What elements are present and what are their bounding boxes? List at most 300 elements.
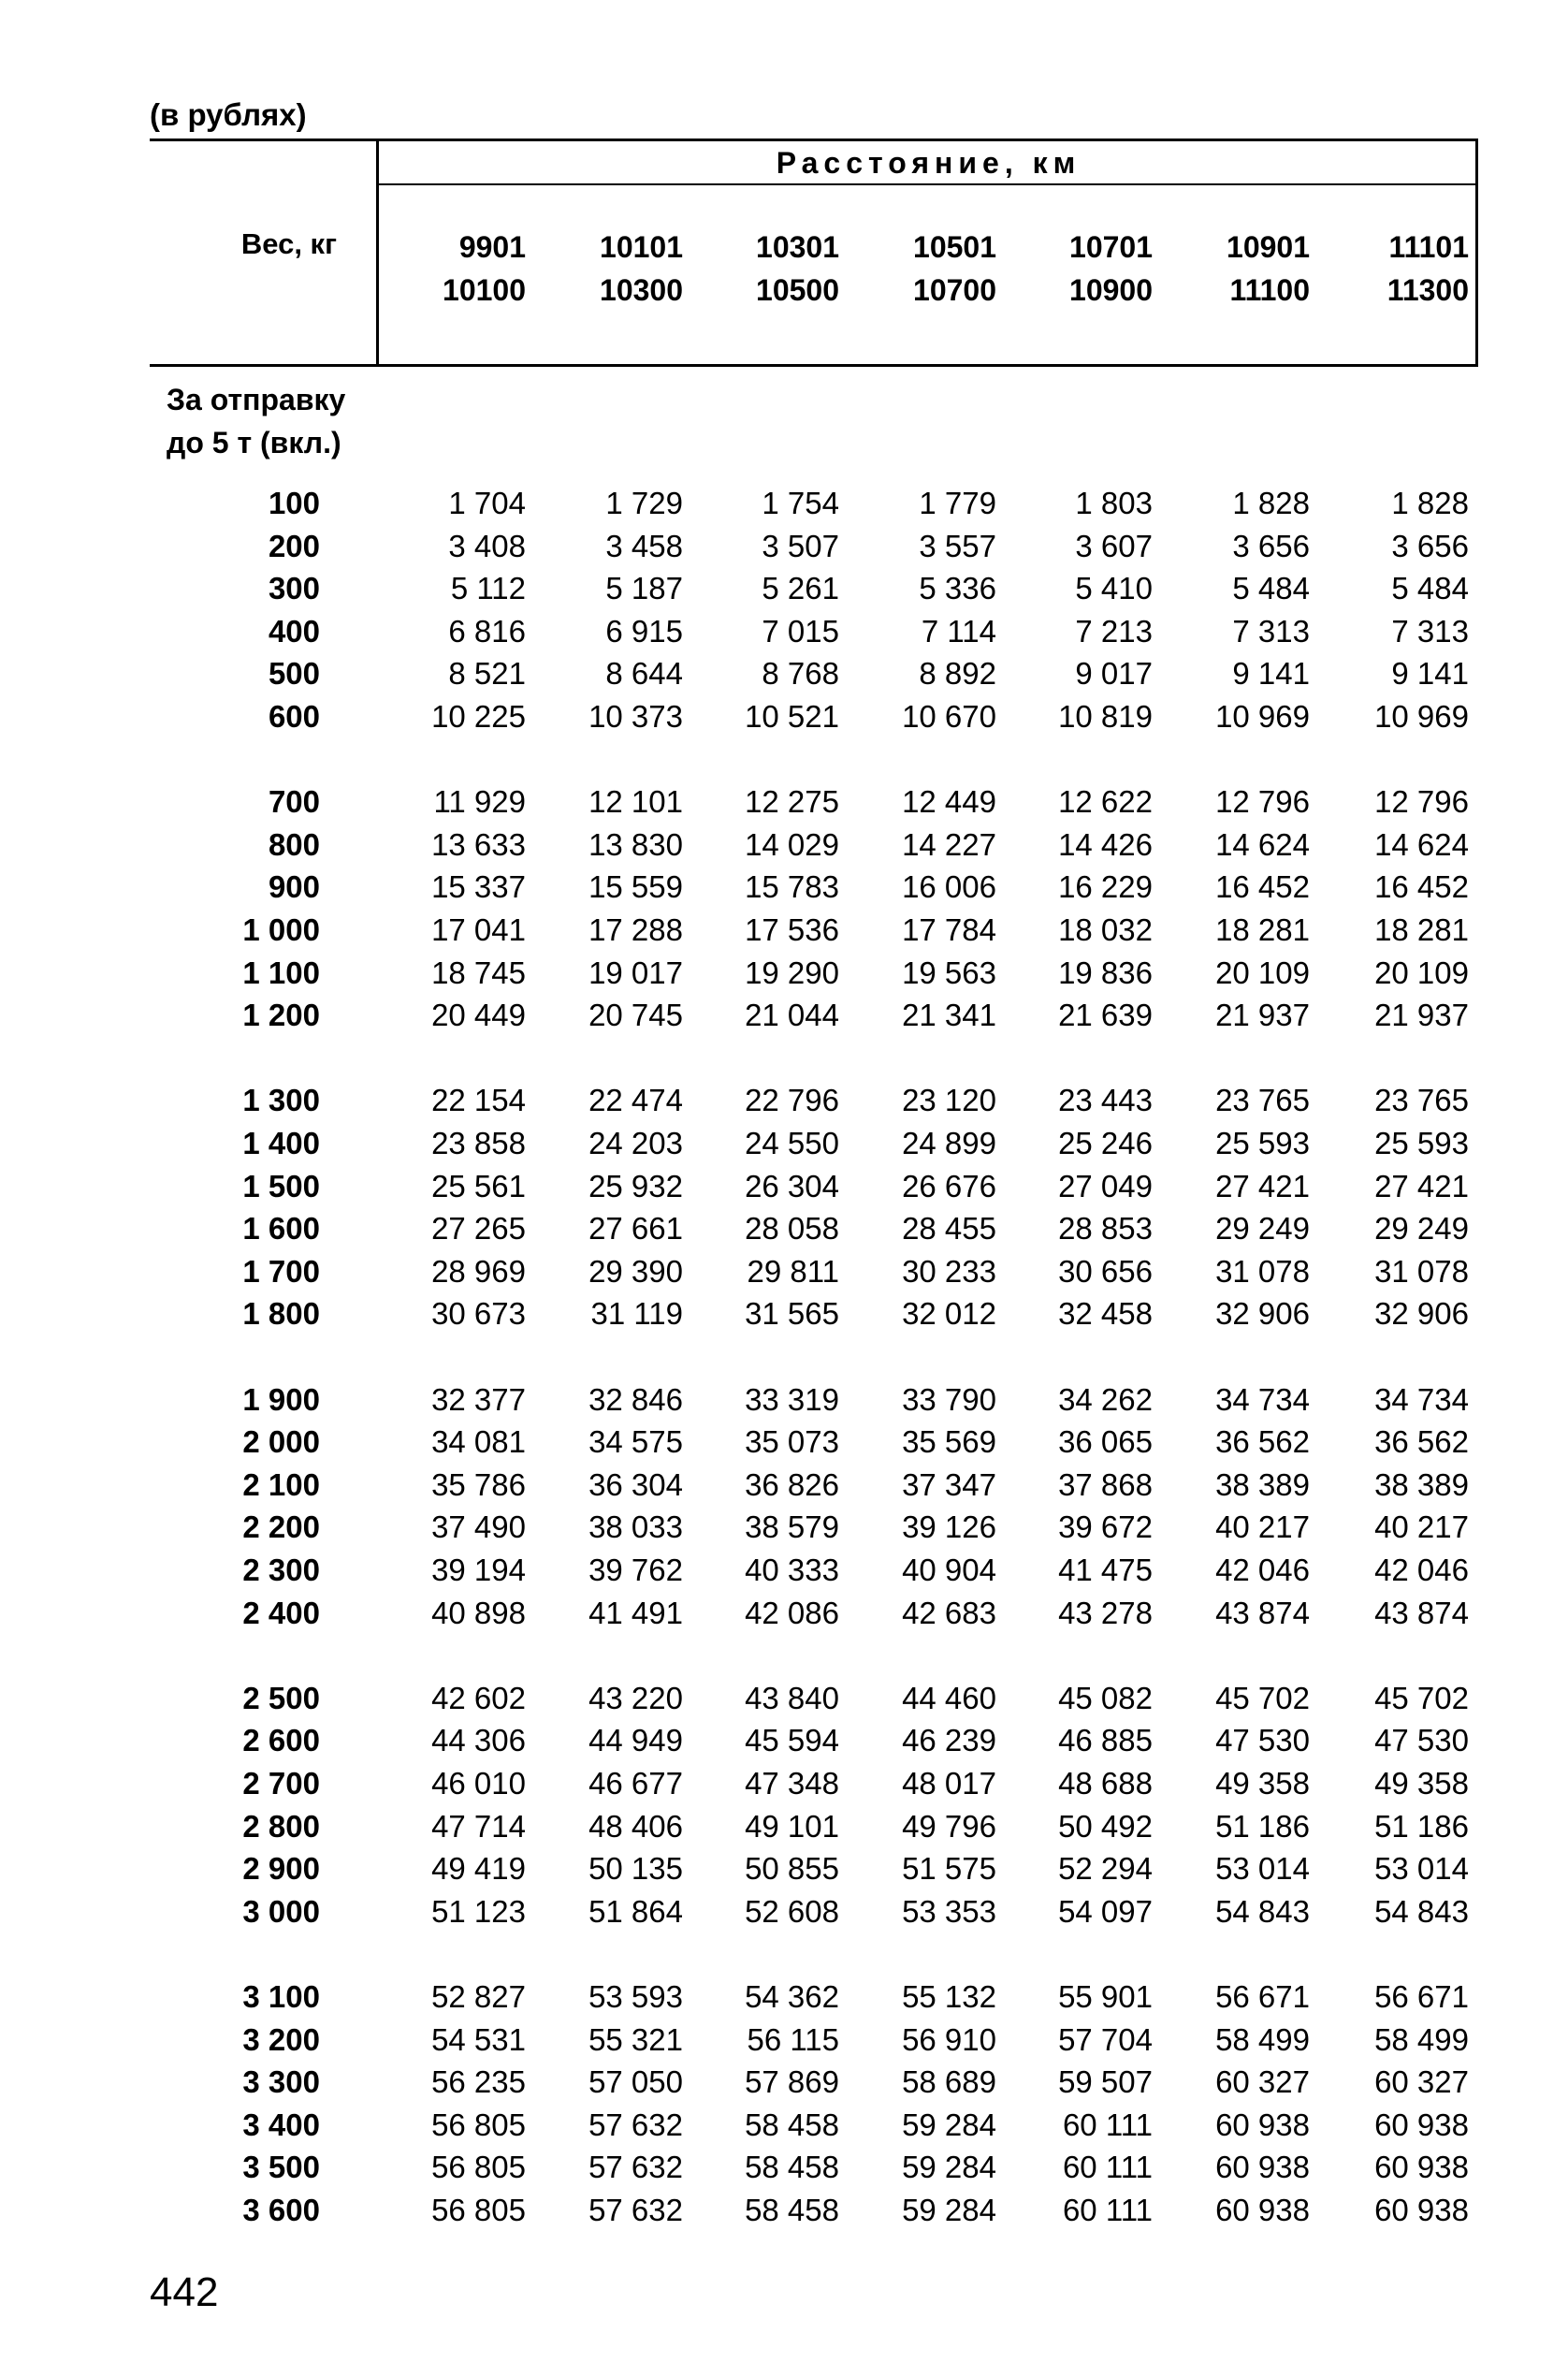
rate-cell: 34 734 xyxy=(1215,1381,1310,1417)
rate-cell: 30 233 xyxy=(902,1253,996,1289)
table-row xyxy=(150,1762,1478,1804)
rate-cell: 25 561 xyxy=(431,1168,526,1203)
distance-to: 10500 xyxy=(756,273,839,307)
rate-cell: 57 704 xyxy=(1058,2021,1153,2057)
weight-cell: 2 800 xyxy=(242,1808,320,1844)
distance-to: 10100 xyxy=(443,273,526,307)
rate-cell: 8 644 xyxy=(605,656,683,692)
rate-cell: 50 855 xyxy=(745,1851,839,1887)
rate-cell: 10 670 xyxy=(902,699,996,734)
rate-cell: 29 249 xyxy=(1374,1211,1469,1247)
rate-cell: 1 754 xyxy=(762,486,839,520)
rate-cell: 36 304 xyxy=(588,1466,683,1502)
rate-cell: 53 014 xyxy=(1215,1851,1310,1887)
distance-to: 11300 xyxy=(1387,273,1469,307)
rate-cell: 32 906 xyxy=(1374,1296,1469,1332)
rate-cell: 47 714 xyxy=(431,1808,526,1844)
rate-cell: 5 410 xyxy=(1075,571,1153,606)
rate-cell: 38 579 xyxy=(745,1509,839,1545)
rate-cell: 47 530 xyxy=(1215,1723,1310,1758)
rate-cell: 49 358 xyxy=(1374,1766,1469,1801)
rate-cell: 51 186 xyxy=(1215,1808,1310,1844)
rate-cell: 54 843 xyxy=(1215,1893,1310,1929)
rate-cell: 46 239 xyxy=(902,1723,996,1758)
rate-cell: 32 012 xyxy=(902,1296,996,1332)
table-header xyxy=(150,139,1478,367)
table-row xyxy=(150,1165,1478,1207)
weight-cell: 2 900 xyxy=(242,1851,320,1887)
rate-cell: 56 910 xyxy=(902,2021,996,2057)
weight-cell: 2 000 xyxy=(242,1424,320,1460)
table-row xyxy=(150,1805,1478,1847)
weight-cell: 1 600 xyxy=(242,1211,320,1247)
section-label-line1: За отправку xyxy=(167,383,346,416)
rate-cell: 58 458 xyxy=(745,2150,839,2185)
rate-cell: 40 217 xyxy=(1215,1509,1310,1545)
rate-cell: 22 474 xyxy=(588,1083,683,1118)
rate-cell: 14 029 xyxy=(745,826,839,862)
rate-cell: 1 828 xyxy=(1391,486,1469,520)
rate-cell: 51 864 xyxy=(588,1893,683,1929)
rate-cell: 56 671 xyxy=(1374,1979,1469,2014)
rate-cell: 18 281 xyxy=(1374,912,1469,947)
weight-cell: 3 200 xyxy=(242,2021,320,2057)
rate-cell: 39 194 xyxy=(431,1553,526,1587)
rate-cell: 30 673 xyxy=(431,1296,526,1332)
table-row xyxy=(150,2146,1478,2188)
distance-from: 10901 xyxy=(1227,230,1310,264)
rate-cell: 29 390 xyxy=(588,1253,683,1289)
rate-cell: 52 294 xyxy=(1058,1851,1153,1887)
weight-cell: 600 xyxy=(268,699,320,734)
weight-cell: 1 300 xyxy=(242,1083,320,1118)
rate-cell: 15 783 xyxy=(745,869,839,905)
rate-cell: 27 265 xyxy=(431,1211,526,1247)
rate-cell: 5 484 xyxy=(1391,571,1469,606)
distance-column-header xyxy=(1312,226,1469,312)
rate-cell: 42 046 xyxy=(1374,1553,1469,1587)
rate-cell: 28 969 xyxy=(431,1253,526,1289)
table-row xyxy=(150,1079,1478,1121)
rate-cell: 35 786 xyxy=(431,1466,526,1502)
rate-cell: 60 327 xyxy=(1374,2064,1469,2100)
rate-cell: 50 492 xyxy=(1058,1808,1153,1844)
rate-cell: 17 536 xyxy=(745,912,839,947)
weight-cell: 2 600 xyxy=(242,1723,320,1758)
rate-cell: 58 458 xyxy=(745,2193,839,2227)
rate-cell: 57 050 xyxy=(588,2064,683,2100)
section-label-line2: до 5 т (вкл.) xyxy=(167,426,341,459)
weight-cell: 2 400 xyxy=(242,1595,320,1630)
distance-column-header xyxy=(526,226,683,312)
rate-cell: 35 569 xyxy=(902,1424,996,1460)
rate-cell: 7 213 xyxy=(1075,613,1153,649)
rate-cell: 19 563 xyxy=(902,955,996,990)
table-row xyxy=(150,824,1478,866)
rate-cell: 34 262 xyxy=(1058,1381,1153,1417)
rate-cell: 14 624 xyxy=(1215,826,1310,862)
distance-column-header xyxy=(995,226,1153,312)
rate-cell: 47 530 xyxy=(1374,1723,1469,1758)
rate-cell: 50 135 xyxy=(588,1851,683,1887)
rate-cell: 10 225 xyxy=(431,699,526,734)
rate-cell: 7 015 xyxy=(762,613,839,649)
rate-cell: 1 828 xyxy=(1232,486,1310,520)
rate-cell: 5 484 xyxy=(1232,571,1310,606)
rate-cell: 37 347 xyxy=(902,1466,996,1502)
rate-cell: 7 313 xyxy=(1232,613,1310,649)
rate-cell: 45 702 xyxy=(1215,1680,1310,1715)
rate-cell: 37 868 xyxy=(1058,1466,1153,1502)
rate-cell: 33 790 xyxy=(902,1381,996,1417)
rate-cell: 40 904 xyxy=(902,1553,996,1587)
rate-cell: 26 676 xyxy=(902,1168,996,1203)
rate-cell: 6 816 xyxy=(448,613,526,649)
weight-cell: 100 xyxy=(268,486,320,520)
rate-cell: 39 672 xyxy=(1058,1509,1153,1545)
table-row xyxy=(150,2189,1478,2231)
table-row xyxy=(150,1847,1478,1889)
rate-cell: 5 187 xyxy=(605,571,683,606)
rate-cell: 56 235 xyxy=(431,2064,526,2100)
distance-from: 10301 xyxy=(756,230,839,264)
table-row xyxy=(150,1378,1478,1421)
rate-cell: 57 632 xyxy=(588,2193,683,2227)
rate-cell: 43 874 xyxy=(1374,1595,1469,1630)
rate-cell: 8 521 xyxy=(448,656,526,692)
rate-cell: 41 475 xyxy=(1058,1553,1153,1587)
rate-cell: 12 275 xyxy=(745,784,839,820)
rate-cell: 25 932 xyxy=(588,1168,683,1203)
rate-cell: 58 458 xyxy=(745,2107,839,2142)
rate-cell: 44 306 xyxy=(431,1723,526,1758)
rate-cell: 49 101 xyxy=(745,1808,839,1844)
table-row xyxy=(150,866,1478,908)
rate-cell: 59 284 xyxy=(902,2107,996,2142)
rate-cell: 17 784 xyxy=(902,912,996,947)
rate-cell: 23 120 xyxy=(902,1083,996,1118)
rate-cell: 60 938 xyxy=(1215,2193,1310,2227)
rate-cell: 45 082 xyxy=(1058,1680,1153,1715)
distance-from: 9901 xyxy=(458,230,526,264)
rate-cell: 19 017 xyxy=(588,955,683,990)
section-label xyxy=(167,378,345,464)
rate-cell: 31 078 xyxy=(1374,1253,1469,1289)
distance-from: 10701 xyxy=(1069,230,1153,264)
rate-cell: 56 115 xyxy=(747,2021,839,2057)
rate-cell: 45 702 xyxy=(1374,1680,1469,1715)
rate-cell: 25 593 xyxy=(1374,1126,1469,1160)
rate-cell: 44 460 xyxy=(902,1680,996,1715)
rate-cell: 29 811 xyxy=(747,1253,839,1289)
table-row xyxy=(150,567,1478,609)
rate-cell: 12 101 xyxy=(588,784,683,820)
rate-cell: 35 073 xyxy=(745,1424,839,1460)
weight-cell: 700 xyxy=(268,784,320,820)
rate-cell: 14 426 xyxy=(1058,826,1153,862)
rate-cell: 18 032 xyxy=(1058,912,1153,947)
weight-cell: 1 000 xyxy=(242,912,320,947)
rate-cell: 1 729 xyxy=(605,486,683,520)
table-row xyxy=(150,952,1478,994)
weight-cell: 2 200 xyxy=(242,1509,320,1545)
weight-cell: 1 500 xyxy=(242,1168,320,1203)
rate-cell: 41 491 xyxy=(588,1595,683,1630)
table-row xyxy=(150,2104,1478,2146)
rate-cell: 46 677 xyxy=(588,1766,683,1801)
rate-cell: 53 014 xyxy=(1374,1851,1469,1887)
rate-cell: 34 081 xyxy=(431,1424,526,1460)
rate-cell: 53 593 xyxy=(588,1979,683,2014)
rate-cell: 16 229 xyxy=(1058,869,1153,905)
table-row xyxy=(150,1464,1478,1506)
rate-cell: 14 227 xyxy=(902,826,996,862)
rate-cell: 43 220 xyxy=(588,1680,683,1715)
rate-cell: 60 111 xyxy=(1062,2107,1153,2142)
rate-cell: 48 688 xyxy=(1058,1766,1153,1801)
rate-cell: 42 086 xyxy=(745,1595,839,1630)
distance-to: 10300 xyxy=(600,273,683,307)
weight-cell: 3 500 xyxy=(242,2150,320,2185)
rate-cell: 8 768 xyxy=(762,656,839,692)
page-number: 442 xyxy=(150,2269,219,2315)
table-row xyxy=(150,1549,1478,1591)
rate-cell: 40 217 xyxy=(1374,1509,1469,1545)
rate-cell: 59 284 xyxy=(902,2193,996,2227)
rate-cell: 28 058 xyxy=(745,1211,839,1247)
rate-cell: 3 408 xyxy=(448,528,526,563)
rate-cell: 45 594 xyxy=(745,1723,839,1758)
units-label: (в рублях) xyxy=(150,97,307,132)
rate-cell: 10 521 xyxy=(745,699,839,734)
rate-cell: 36 562 xyxy=(1374,1424,1469,1460)
table-row xyxy=(150,1592,1478,1634)
rate-cell: 48 406 xyxy=(588,1808,683,1844)
rate-cell: 42 046 xyxy=(1215,1553,1310,1587)
rate-cell: 3 607 xyxy=(1075,528,1153,563)
rate-cell: 6 915 xyxy=(605,613,683,649)
rate-cell: 60 938 xyxy=(1374,2150,1469,2185)
rate-cell: 5 112 xyxy=(450,571,526,606)
rate-cell: 22 154 xyxy=(431,1083,526,1118)
rate-cell: 21 341 xyxy=(902,998,996,1033)
rate-cell: 55 132 xyxy=(902,1979,996,2014)
rate-cell: 9 017 xyxy=(1075,656,1153,692)
rate-cell: 15 559 xyxy=(588,869,683,905)
rate-cell: 8 892 xyxy=(919,656,996,692)
table-row xyxy=(150,1506,1478,1548)
rate-cell: 33 319 xyxy=(745,1381,839,1417)
rate-cell: 36 065 xyxy=(1058,1424,1153,1460)
rate-cell: 31 565 xyxy=(745,1296,839,1332)
rate-cell: 49 358 xyxy=(1215,1766,1310,1801)
rate-cell: 60 938 xyxy=(1215,2150,1310,2185)
rate-cell: 58 499 xyxy=(1374,2021,1469,2057)
weight-cell: 2 500 xyxy=(242,1680,320,1715)
table-row xyxy=(150,652,1478,694)
table-row xyxy=(150,1250,1478,1292)
rate-cell: 54 362 xyxy=(745,1979,839,2014)
rate-cell: 28 455 xyxy=(902,1211,996,1247)
rate-cell: 20 109 xyxy=(1374,955,1469,990)
rate-cell: 32 846 xyxy=(588,1381,683,1417)
rate-cell: 59 284 xyxy=(902,2150,996,2185)
rate-cell: 31 119 xyxy=(590,1296,683,1332)
weight-cell: 200 xyxy=(268,528,320,563)
table-row xyxy=(150,610,1478,652)
rate-cell: 10 819 xyxy=(1058,699,1153,734)
table-row xyxy=(150,1677,1478,1719)
rate-cell: 46 010 xyxy=(431,1766,526,1801)
rate-cell: 40 898 xyxy=(431,1595,526,1630)
rate-cell: 51 575 xyxy=(902,1851,996,1887)
rate-cell: 38 389 xyxy=(1215,1466,1310,1502)
rate-cell: 36 826 xyxy=(745,1466,839,1502)
distance-to: 11100 xyxy=(1229,273,1310,307)
header-subdivider xyxy=(379,183,1478,185)
rate-cell: 20 109 xyxy=(1215,955,1310,990)
rate-cell: 26 304 xyxy=(745,1168,839,1203)
rate-cell: 9 141 xyxy=(1391,656,1469,692)
distance-title: Расстояние, км xyxy=(776,146,1082,180)
rate-cell: 3 656 xyxy=(1391,528,1469,563)
table-row xyxy=(150,695,1478,737)
rate-cell: 39 126 xyxy=(902,1509,996,1545)
rate-cell: 3 507 xyxy=(762,528,839,563)
rate-cell: 10 969 xyxy=(1374,699,1469,734)
rate-cell: 19 836 xyxy=(1058,955,1153,990)
rate-cell: 1 779 xyxy=(919,486,996,520)
table-row xyxy=(150,1421,1478,1463)
rate-cell: 32 458 xyxy=(1058,1296,1153,1332)
rate-cell: 58 689 xyxy=(902,2064,996,2100)
rate-cell: 53 353 xyxy=(902,1893,996,1929)
rate-cell: 52 608 xyxy=(745,1893,839,1929)
weight-cell: 3 100 xyxy=(242,1979,320,2014)
rate-cell: 46 885 xyxy=(1058,1723,1153,1758)
rate-cell: 34 734 xyxy=(1374,1381,1469,1417)
rate-cell: 3 557 xyxy=(919,528,996,563)
distance-from: 11101 xyxy=(1388,230,1469,264)
rate-cell: 19 290 xyxy=(745,955,839,990)
rate-cell: 39 762 xyxy=(588,1553,683,1587)
weight-cell: 400 xyxy=(268,613,320,649)
rate-cell: 51 186 xyxy=(1374,1808,1469,1844)
rate-cell: 59 507 xyxy=(1058,2064,1153,2100)
rate-cell: 58 499 xyxy=(1215,2021,1310,2057)
rate-cell: 16 006 xyxy=(902,869,996,905)
rate-cell: 37 490 xyxy=(431,1509,526,1545)
weight-cell: 1 800 xyxy=(242,1296,320,1332)
rate-cell: 24 203 xyxy=(588,1126,683,1160)
rate-cell: 14 624 xyxy=(1374,826,1469,862)
rate-cell: 23 443 xyxy=(1058,1083,1153,1118)
weight-cell: 2 100 xyxy=(242,1466,320,1502)
rate-cell: 57 632 xyxy=(588,2150,683,2185)
rate-cell: 1 803 xyxy=(1075,486,1153,520)
rate-cell: 16 452 xyxy=(1374,869,1469,905)
rate-cell: 60 938 xyxy=(1374,2193,1469,2227)
distance-from: 10101 xyxy=(600,230,683,264)
table-row xyxy=(150,525,1478,567)
weight-cell: 1 900 xyxy=(242,1381,320,1417)
distance-column-header xyxy=(682,226,839,312)
rate-cell: 42 602 xyxy=(431,1680,526,1715)
weight-cell: 3 400 xyxy=(242,2107,320,2142)
weight-cell: 1 700 xyxy=(242,1253,320,1289)
weight-cell: 500 xyxy=(268,656,320,692)
table-row xyxy=(150,1292,1478,1334)
rate-cell: 13 830 xyxy=(588,826,683,862)
rate-cell: 27 049 xyxy=(1058,1168,1153,1203)
rate-cell: 22 796 xyxy=(745,1083,839,1118)
rate-cell: 43 278 xyxy=(1058,1595,1153,1630)
rate-cell: 56 805 xyxy=(431,2107,526,2142)
rate-cell: 10 969 xyxy=(1215,699,1310,734)
rate-cell: 23 858 xyxy=(431,1126,526,1160)
rate-cell: 52 827 xyxy=(431,1979,526,2014)
table-row xyxy=(150,1207,1478,1249)
distance-to: 10700 xyxy=(913,273,996,307)
rate-cell: 25 593 xyxy=(1215,1126,1310,1160)
rate-cell: 12 796 xyxy=(1215,784,1310,820)
rate-cell: 38 033 xyxy=(588,1509,683,1545)
table-row xyxy=(150,2061,1478,2103)
rate-cell: 21 937 xyxy=(1374,998,1469,1033)
rate-cell: 5 261 xyxy=(762,571,839,606)
rate-cell: 43 874 xyxy=(1215,1595,1310,1630)
rate-cell: 12 622 xyxy=(1058,784,1153,820)
rate-cell: 32 906 xyxy=(1215,1296,1310,1332)
weight-cell: 3 300 xyxy=(242,2064,320,2100)
rate-cell: 49 419 xyxy=(431,1851,526,1887)
rate-cell: 9 141 xyxy=(1232,656,1310,692)
table-row xyxy=(150,780,1478,823)
table-row xyxy=(150,482,1478,524)
rate-cell: 60 111 xyxy=(1062,2150,1153,2185)
rate-cell: 27 421 xyxy=(1215,1168,1310,1203)
weight-cell: 900 xyxy=(268,869,320,905)
rate-cell: 17 041 xyxy=(431,912,526,947)
rate-cell: 60 327 xyxy=(1215,2064,1310,2100)
rate-cell: 57 632 xyxy=(588,2107,683,2142)
table-row xyxy=(150,1976,1478,2018)
table-row xyxy=(150,994,1478,1036)
weight-cell: 3 000 xyxy=(242,1893,320,1929)
weight-cell: 1 400 xyxy=(242,1126,320,1160)
rate-cell: 11 929 xyxy=(433,784,526,820)
rate-cell: 7 313 xyxy=(1391,613,1469,649)
distance-column-header xyxy=(839,226,996,312)
weight-cell: 2 700 xyxy=(242,1766,320,1801)
weight-cell: 800 xyxy=(268,826,320,862)
distance-column-header xyxy=(1153,226,1310,312)
header-double-rule xyxy=(150,359,1478,366)
rate-cell: 20 449 xyxy=(431,998,526,1033)
distance-column-header xyxy=(369,226,526,312)
table-row xyxy=(150,909,1478,951)
rate-cell: 27 661 xyxy=(588,1211,683,1247)
rate-cell: 24 550 xyxy=(745,1126,839,1160)
weight-cell: 3 600 xyxy=(242,2193,320,2227)
rate-cell: 3 656 xyxy=(1232,528,1310,563)
rate-cell: 29 249 xyxy=(1215,1211,1310,1247)
rate-cell: 30 656 xyxy=(1058,1253,1153,1289)
rate-cell: 47 348 xyxy=(745,1766,839,1801)
weight-cell: 2 300 xyxy=(242,1553,320,1587)
rate-cell: 23 765 xyxy=(1374,1083,1469,1118)
rate-cell: 54 097 xyxy=(1058,1893,1153,1929)
